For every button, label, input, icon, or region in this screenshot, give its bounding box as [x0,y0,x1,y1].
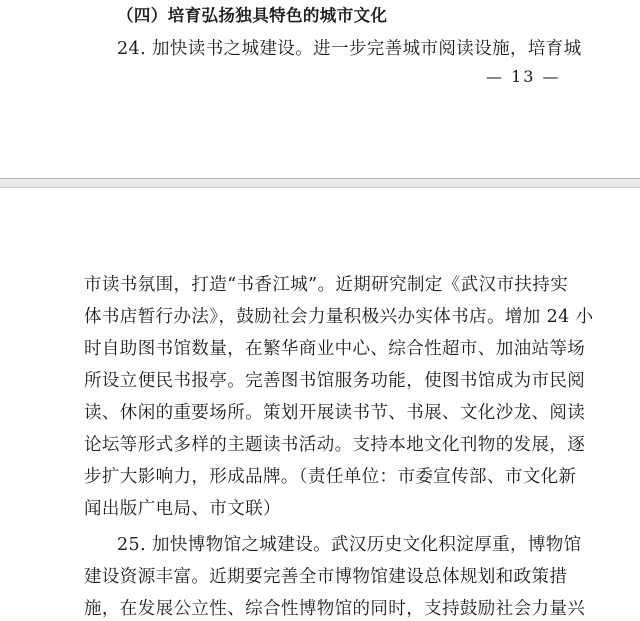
page-separator [0,178,640,188]
page-number: — 13 — [486,67,561,86]
section-heading: （四）培育弘扬独具特色的城市文化 [117,6,388,25]
text-line: 所设立便民书报亭。完善图书馆服务功能，使图书馆成为市民阅 [84,371,586,391]
document-page-bottom [0,188,640,621]
text-line: 论坛等形式多样的主题读书活动。支持本地文化刊物的发展，逐 [84,435,586,455]
text-line: 建设资源丰富。近期要完善全市博物馆建设总体规划和政策措 [84,567,568,587]
text-line: 施，在发展公立性、综合性博物馆的同时，支持鼓励社会力量兴 [84,599,586,619]
document-page-top [0,0,640,178]
text-line: 步扩大影响力，形成品牌。（责任单位：市委宣传部、市文化新 [84,467,577,487]
text-line: 读、休闲的重要场所。策划开展读书节、书展、文化沙龙、阅读 [84,403,586,423]
text-line: 时自助图书馆数量，在繁华商业中心、综合性超市、加油站等场 [84,339,586,359]
paragraph-25-first-line: 25. 加快博物馆之城建设。武汉历史文化积淀厚重，博物馆 [117,535,582,555]
text-line: 市读书氛围，打造“书香江城”。近期研究制定《武汉市扶持实 [84,275,569,295]
text-line: 体书店暂行办法》，鼓励社会力量积极兴办实体书店。增加 24 小 [84,307,594,327]
paragraph-24-first-line: 24. 加快读书之城建设。进一步完善城市阅读设施，培育城 [117,39,582,59]
text-line: 闻出版广电局、市文联） [84,499,281,519]
